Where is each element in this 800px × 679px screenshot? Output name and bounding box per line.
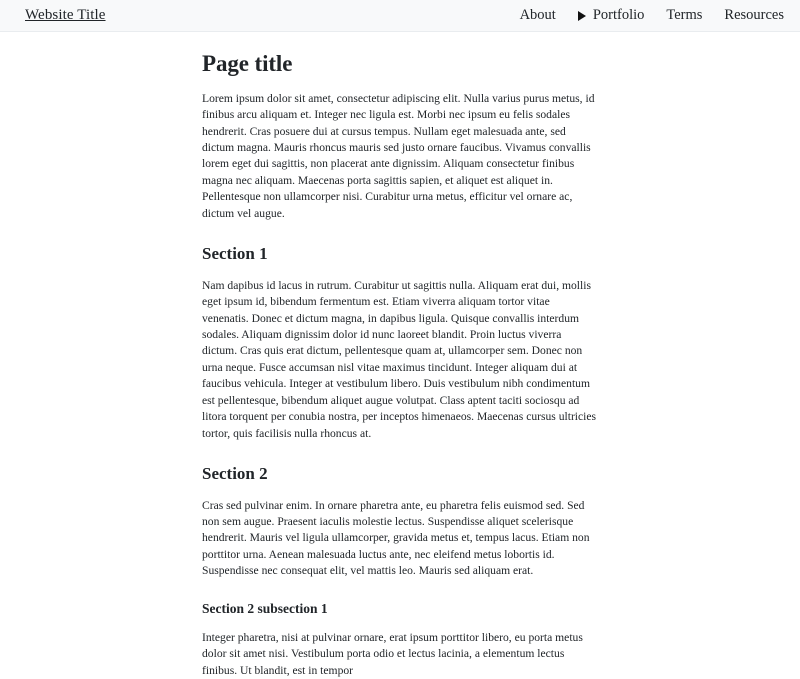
section-2-subsection-1-heading: Section 2 subsection 1 — [202, 600, 328, 616]
intro-paragraph: Lorem ipsum dolor sit amet, consectetur adipiscing elit. Nulla varius purus metus, id finibus arcu aliquam et. Integer nec ligula est. Morbi nec ipsum eu felis sodales hendrerit. Cras posuere dui at cursus tempus. Nullam eget malesuada ante, sed dictum magna. Mauris rhoncus mauris sed justo ornare faucibus. Vivamus convallis lorem eget dui sagittis, non placerat ante dignissim. Aliquam consectetur finibus magna nec aliquam. Maecenas porta sagittis sapien, et aliquet est aliquet in. Pellentesque non ullamcorper nisi. Curabitur urna metus, efficitur vel ornare ac, dictum vel augue. — [202, 91, 595, 220]
page-content — [0, 50, 800, 679]
nav-link-about[interactable] — [520, 8, 556, 23]
nav-link-terms-label: Terms — [666, 7, 703, 24]
section-1-paragraph: Nam dapibus id lacus in rutrum. Curabitur ut sagittis nulla. Aliquam erat dui, mollis eget ipsum id, bibendum fermentum est. Etiam viverra aliquam tortor vitae venenatis. Donec et dictum magna, in dapibus ligula. Quisque convallis interdum sodales. Aliquam dignissim dolor id nunc laoreet blandit. Proin luctus viverra dictum. Cras quis erat dictum, pellentesque quam at, ullamcorper sem. Donec non urna neque. Fusce accumsan nisl vitae maximus tincidunt. Integer aliquam dui at faucibus vehicula. Integer at vestibulum libero. Duis vestibulum nibh condimentum est pellentesque, bibendum aliquet augue volutpat. Class aptent taciti sociosqu ad litora torquent per conubia nostra, per inceptos himenaeos. Maecenas cursus ultricies tortor, quis facilisis nulla rhoncus at. — [202, 278, 597, 440]
section-2-paragraph: Cras sed pulvinar enim. In ornare pharetra ante, eu pharetra felis euismod sed. Sed non sem augue. Praesent iaculis molestie lectus. Suspendisse aliquet scelerisque hendrerit. Mauris vel ligula ullamcorper, gravida metus et, tempus lacus. Etiam non porttitor urna. Aenean malesuada luctus ante, nec eleifend metus lobortis id. Suspendisse nec consequat elit, vel mattis leo. Mauris sed aliquam erat. — [202, 498, 590, 578]
nav-link-portfolio-label: Portfolio — [592, 7, 645, 24]
content-container — [200, 50, 600, 679]
brand-link[interactable]: Website Title — [25, 7, 106, 23]
nav-link-resources-label: Resources — [724, 7, 784, 24]
site-header — [0, 0, 800, 32]
nav-link-resources[interactable] — [724, 8, 784, 23]
section-2-heading: Section 2 — [202, 464, 268, 484]
page-title: Page title — [202, 51, 293, 76]
primary-navigation — [520, 8, 784, 23]
section-1-heading: Section 1 — [202, 244, 268, 264]
nav-link-about-label: About — [519, 7, 556, 24]
nav-link-terms[interactable] — [666, 8, 702, 23]
caret-right-icon — [578, 11, 586, 21]
section-2-subsection-1-paragraph: Integer pharetra, nisi at pulvinar ornare, erat ipsum porttitor libero, eu porta metus dolor sit amet nisi. Vestibulum porta odio et lectus lacinia, a elementum lectus finibus. Ut blandit, est in tempor — [202, 630, 583, 677]
nav-link-portfolio[interactable] — [578, 8, 645, 23]
